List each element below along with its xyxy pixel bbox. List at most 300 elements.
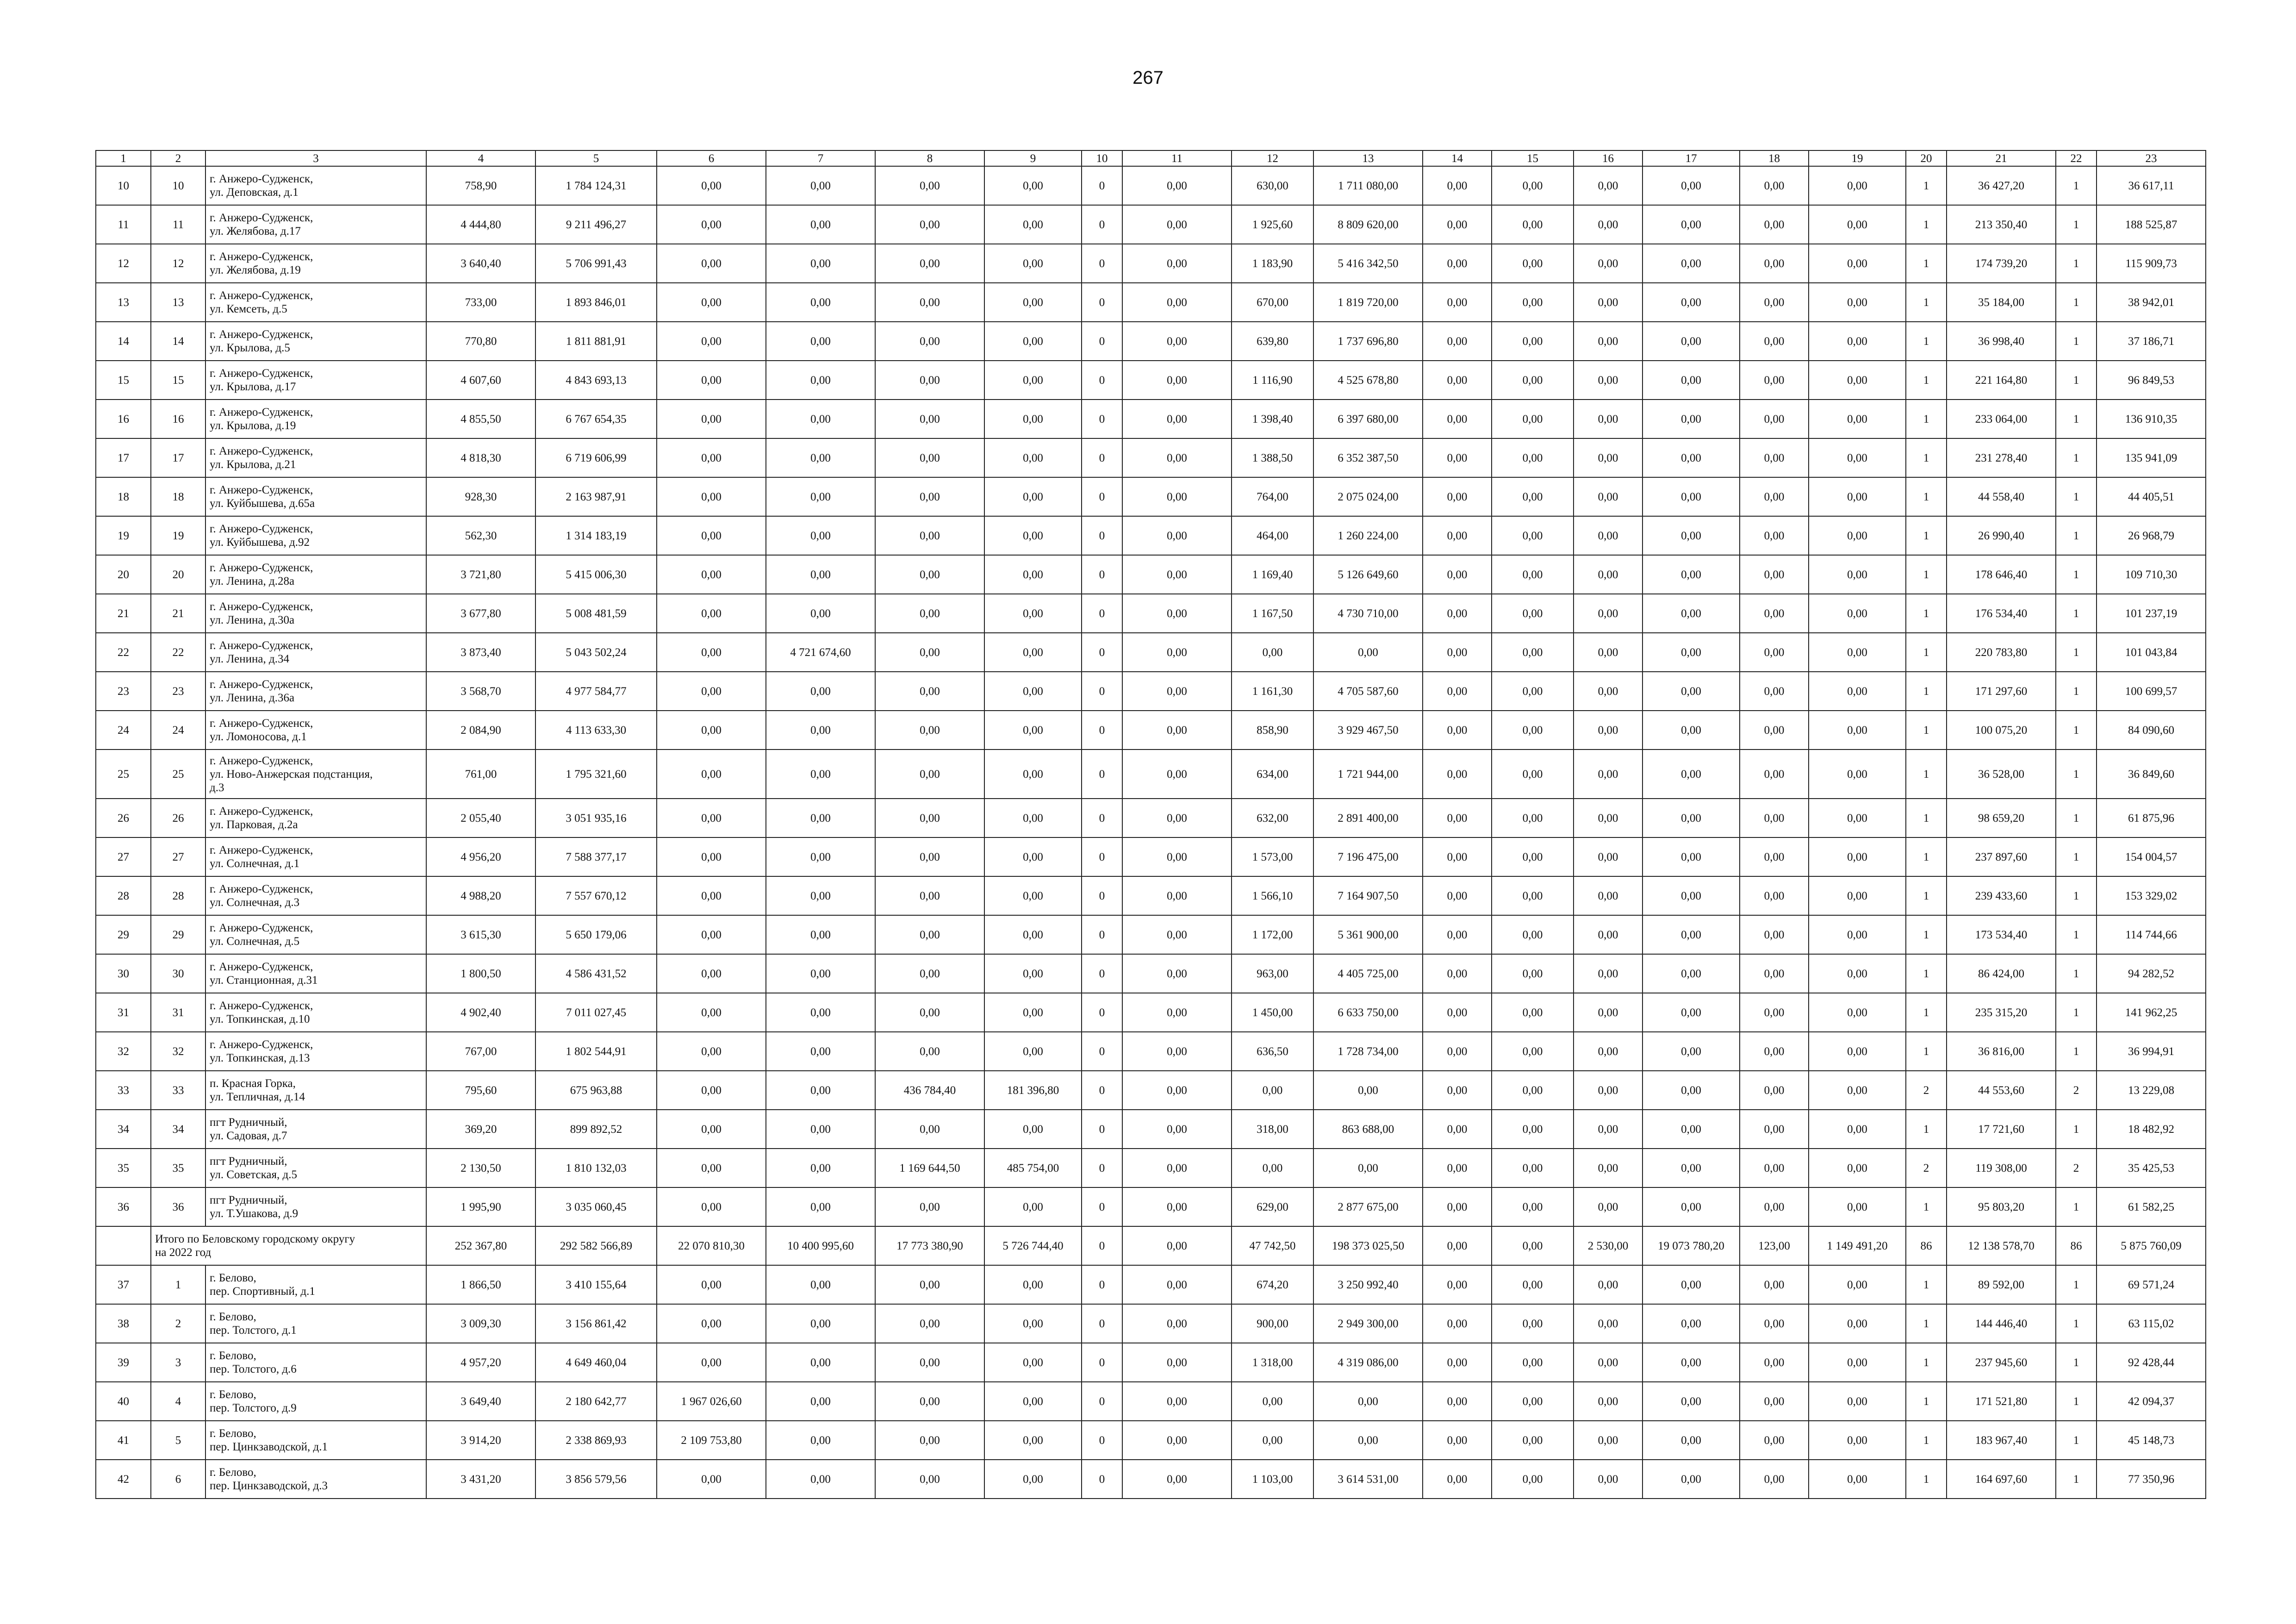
table-cell: 34 xyxy=(96,1110,151,1149)
address-cell: пгт Рудничный, ул. Садовая, д.7 xyxy=(205,1110,426,1149)
table-cell: 3 431,20 xyxy=(426,1460,535,1499)
table-cell: 0,00 xyxy=(657,1265,766,1304)
table-cell: 22 xyxy=(151,633,205,672)
table-cell: 0,00 xyxy=(1423,837,1492,876)
address-cell: г. Анжеро-Судженск, ул. Ленина, д.30а xyxy=(205,594,426,633)
table-cell: 0,00 xyxy=(657,1460,766,1499)
table-cell: 0,00 xyxy=(984,1032,1082,1071)
table-cell: 0,00 xyxy=(766,1421,875,1460)
table-cell: 0 xyxy=(1082,799,1122,837)
table-cell: 0 xyxy=(1082,1343,1122,1382)
table-cell: 1 802 544,91 xyxy=(535,1032,657,1071)
table-cell: 0,00 xyxy=(1492,1071,1574,1110)
table-cell: 0,00 xyxy=(1574,993,1643,1032)
table-cell: 0,00 xyxy=(657,1343,766,1382)
table-cell: 1 xyxy=(1906,322,1947,361)
table-cell: 0,00 xyxy=(875,283,984,322)
table-cell: 0,00 xyxy=(1643,322,1740,361)
table-cell: 0,00 xyxy=(1643,1149,1740,1187)
table-cell: 7 557 670,12 xyxy=(535,876,657,915)
table-row xyxy=(96,594,2206,633)
table-cell: 42 xyxy=(96,1460,151,1499)
table-cell: 0,00 xyxy=(1574,876,1643,915)
table-cell: 0 xyxy=(1082,1032,1122,1071)
address-cell: пгт Рудничный, ул. Советская, д.5 xyxy=(205,1149,426,1187)
table-cell: 0,00 xyxy=(1122,1343,1232,1382)
table-cell: 0,00 xyxy=(657,1304,766,1343)
table-cell: 0,00 xyxy=(1232,1071,1313,1110)
table-cell: 0,00 xyxy=(766,555,875,594)
table-cell: 0,00 xyxy=(1740,837,1809,876)
table-cell: 144 446,40 xyxy=(1947,1304,2056,1343)
table-cell: 22 xyxy=(96,633,151,672)
table-cell: 0,00 xyxy=(1122,244,1232,283)
table-cell: 5 650 179,06 xyxy=(535,915,657,954)
address-cell: п. Красная Горка, ул. Тепличная, д.14 xyxy=(205,1071,426,1110)
table-cell: 0,00 xyxy=(1492,1343,1574,1382)
table-cell: 0,00 xyxy=(984,166,1082,205)
table-cell: 0,00 xyxy=(1643,1187,1740,1226)
address-cell: г. Анжеро-Судженск, ул. Желябова, д.19 xyxy=(205,244,426,283)
table-cell: 632,00 xyxy=(1232,799,1313,837)
table-cell: 2 084,90 xyxy=(426,711,535,750)
table-cell: 0,00 xyxy=(1122,438,1232,477)
table-cell: 1 967 026,60 xyxy=(657,1382,766,1421)
table-cell: 1 xyxy=(1906,205,1947,244)
table-cell: 0,00 xyxy=(1809,672,1906,711)
table-cell: 0,00 xyxy=(1740,594,1809,633)
table-cell: 1 995,90 xyxy=(426,1187,535,1226)
column-header: 8 xyxy=(875,150,984,166)
table-cell: 733,00 xyxy=(426,283,535,322)
table-cell: 0,00 xyxy=(984,205,1082,244)
table-cell: 47 742,50 xyxy=(1232,1226,1313,1265)
table-cell: 4 988,20 xyxy=(426,876,535,915)
table-cell: 1 xyxy=(2056,400,2097,438)
table-cell: 0,00 xyxy=(766,361,875,400)
table-cell: 36 816,00 xyxy=(1947,1032,2056,1071)
table-cell: 436 784,40 xyxy=(875,1071,984,1110)
table-cell: 0,00 xyxy=(766,954,875,993)
table-cell: 1 xyxy=(2056,837,2097,876)
table-cell: 4 113 633,30 xyxy=(535,711,657,750)
table-cell: 2 xyxy=(151,1304,205,1343)
table-cell: 0,00 xyxy=(1232,1421,1313,1460)
table-cell: 0,00 xyxy=(1423,1110,1492,1149)
table-cell: 17 773 380,90 xyxy=(875,1226,984,1265)
column-header: 11 xyxy=(1122,150,1232,166)
table-cell: 863 688,00 xyxy=(1313,1110,1423,1149)
table-cell xyxy=(96,1226,151,1265)
table-cell: 1 721 944,00 xyxy=(1313,750,1423,799)
table-cell: 0,00 xyxy=(1122,1149,1232,1187)
table-cell: 136 910,35 xyxy=(2097,400,2206,438)
table-cell: 4 649 460,04 xyxy=(535,1343,657,1382)
table-cell: 1 xyxy=(2056,799,2097,837)
table-cell: 19 xyxy=(96,516,151,555)
table-cell: 6 767 654,35 xyxy=(535,400,657,438)
table-cell: 0,00 xyxy=(657,555,766,594)
table-cell: 0,00 xyxy=(1232,1149,1313,1187)
table-cell: 9 211 496,27 xyxy=(535,205,657,244)
table-cell: 0 xyxy=(1082,1110,1122,1149)
table-cell: 6 633 750,00 xyxy=(1313,993,1423,1032)
table-cell: 0,00 xyxy=(1492,361,1574,400)
table-cell: 0,00 xyxy=(1574,400,1643,438)
table-cell: 3 568,70 xyxy=(426,672,535,711)
table-cell: 0,00 xyxy=(1643,1071,1740,1110)
table-cell: 0,00 xyxy=(1122,876,1232,915)
table-cell: 38 xyxy=(96,1304,151,1343)
table-cell: 0 xyxy=(1082,1382,1122,1421)
table-cell: 0,00 xyxy=(1809,711,1906,750)
table-cell: 1 xyxy=(2056,876,2097,915)
table-cell: 1 167,50 xyxy=(1232,594,1313,633)
table-cell: 1 xyxy=(1906,750,1947,799)
table-cell: 0,00 xyxy=(766,1187,875,1226)
table-row xyxy=(96,477,2206,516)
table-cell: 0,00 xyxy=(657,594,766,633)
table-cell: 37 186,71 xyxy=(2097,322,2206,361)
table-cell: 0,00 xyxy=(1809,594,1906,633)
table-cell: 0,00 xyxy=(1574,1343,1643,1382)
table-cell: 0,00 xyxy=(1492,711,1574,750)
table-cell: 2 075 024,00 xyxy=(1313,477,1423,516)
table-row xyxy=(96,1421,2206,1460)
table-cell: 22 070 810,30 xyxy=(657,1226,766,1265)
table-cell: 0,00 xyxy=(766,438,875,477)
table-cell: 0,00 xyxy=(657,876,766,915)
table-cell: 0,00 xyxy=(984,594,1082,633)
address-cell: г. Анжеро-Судженск, ул. Ленина, д.28а xyxy=(205,555,426,594)
table-cell: 86 424,00 xyxy=(1947,954,2056,993)
table-cell: 237 945,60 xyxy=(1947,1343,2056,1382)
table-cell: 115 909,73 xyxy=(2097,244,2206,283)
table-cell: 1 711 080,00 xyxy=(1313,166,1423,205)
table-cell: 92 428,44 xyxy=(2097,1343,2206,1382)
table-cell: 0,00 xyxy=(1643,799,1740,837)
table-cell: 0,00 xyxy=(766,799,875,837)
table-cell: 1 xyxy=(1906,244,1947,283)
table-cell: 1 xyxy=(2056,633,2097,672)
table-cell: 0,00 xyxy=(1122,954,1232,993)
table-cell: 36 xyxy=(151,1187,205,1226)
table-row xyxy=(96,1304,2206,1343)
table-cell: 0,00 xyxy=(1423,1187,1492,1226)
table-cell: 0,00 xyxy=(657,711,766,750)
table-cell: 1 xyxy=(2056,555,2097,594)
table-cell: 0,00 xyxy=(1122,166,1232,205)
table-cell: 26 xyxy=(151,799,205,837)
table-cell: 0,00 xyxy=(1740,993,1809,1032)
table-cell: 0,00 xyxy=(657,1032,766,1071)
table-cell: 0,00 xyxy=(875,876,984,915)
table-cell: 0,00 xyxy=(766,876,875,915)
table-cell: 0,00 xyxy=(984,477,1082,516)
table-cell: 14 xyxy=(151,322,205,361)
table-cell: 29 xyxy=(96,915,151,954)
table-cell: 3 873,40 xyxy=(426,633,535,672)
table-cell: 0,00 xyxy=(1740,361,1809,400)
table-cell: 0,00 xyxy=(1574,1187,1643,1226)
table-cell: 0,00 xyxy=(1492,1226,1574,1265)
table-row xyxy=(96,205,2206,244)
table-cell: 100 699,57 xyxy=(2097,672,2206,711)
table-cell: 17 xyxy=(151,438,205,477)
table-cell: 0,00 xyxy=(1122,516,1232,555)
table-cell: 20 xyxy=(96,555,151,594)
table-cell: 0,00 xyxy=(1492,1032,1574,1071)
table-cell: 0,00 xyxy=(1740,400,1809,438)
table-cell: 119 308,00 xyxy=(1947,1149,2056,1187)
table-cell: 0,00 xyxy=(1643,400,1740,438)
table-cell: 0,00 xyxy=(1492,1421,1574,1460)
table-cell: 1 xyxy=(2056,1032,2097,1071)
table-cell: 0,00 xyxy=(1122,711,1232,750)
table-cell: 1 183,90 xyxy=(1232,244,1313,283)
table-cell: 0,00 xyxy=(1574,672,1643,711)
table-cell: 33 xyxy=(96,1071,151,1110)
table-cell: 0,00 xyxy=(657,1149,766,1187)
table-cell: 0,00 xyxy=(1809,400,1906,438)
table-cell: 5 043 502,24 xyxy=(535,633,657,672)
table-cell: 7 588 377,17 xyxy=(535,837,657,876)
table-cell: 0,00 xyxy=(1574,516,1643,555)
column-header: 20 xyxy=(1906,150,1947,166)
table-cell: 0,00 xyxy=(1492,322,1574,361)
table-cell: 0,00 xyxy=(1574,633,1643,672)
table-cell: 0,00 xyxy=(875,477,984,516)
table-cell: 0,00 xyxy=(1809,1187,1906,1226)
table-cell: 0,00 xyxy=(1122,1226,1232,1265)
table-cell: 1 xyxy=(2056,594,2097,633)
table-cell: 0,00 xyxy=(1423,1343,1492,1382)
table-cell: 0,00 xyxy=(766,283,875,322)
table-cell: 0,00 xyxy=(1574,361,1643,400)
table-cell: 39 xyxy=(96,1343,151,1382)
table-cell: 0,00 xyxy=(1492,1149,1574,1187)
table-cell: 41 xyxy=(96,1421,151,1460)
table-cell: 0,00 xyxy=(1809,954,1906,993)
table-cell: 0,00 xyxy=(657,516,766,555)
table-cell: 0,00 xyxy=(1423,1382,1492,1421)
table-cell: 5 126 649,60 xyxy=(1313,555,1423,594)
table-cell: 2 949 300,00 xyxy=(1313,1304,1423,1343)
table-cell: 35 xyxy=(151,1149,205,1187)
table-cell: 5 875 760,09 xyxy=(2097,1226,2206,1265)
table-cell: 18 xyxy=(96,477,151,516)
table-cell: 0,00 xyxy=(1423,954,1492,993)
table-cell: 3 640,40 xyxy=(426,244,535,283)
table-cell: 61 582,25 xyxy=(2097,1187,2206,1226)
table-cell: 45 148,73 xyxy=(2097,1421,2206,1460)
table-cell: 0,00 xyxy=(766,166,875,205)
table-cell: 5 726 744,40 xyxy=(984,1226,1082,1265)
table-cell: 0,00 xyxy=(1643,361,1740,400)
table-cell: 4 730 710,00 xyxy=(1313,594,1423,633)
table-cell: 0,00 xyxy=(1423,876,1492,915)
table-cell: 0,00 xyxy=(1492,915,1574,954)
table-cell: 0,00 xyxy=(1643,594,1740,633)
table-cell: 963,00 xyxy=(1232,954,1313,993)
table-cell: 0,00 xyxy=(766,1071,875,1110)
table-cell: 4 957,20 xyxy=(426,1343,535,1382)
table-cell: 154 004,57 xyxy=(2097,837,2206,876)
table-cell: 0,00 xyxy=(766,594,875,633)
table-cell: 1 398,40 xyxy=(1232,400,1313,438)
table-cell: 0,00 xyxy=(875,1110,984,1149)
table-cell: 15 xyxy=(151,361,205,400)
table-cell: 3 035 060,45 xyxy=(535,1187,657,1226)
table-cell: 0,00 xyxy=(1122,1071,1232,1110)
table-cell: 0 xyxy=(1082,361,1122,400)
table-cell: 1 819 720,00 xyxy=(1313,283,1423,322)
table-cell: 0,00 xyxy=(1809,361,1906,400)
table-cell: 15 xyxy=(96,361,151,400)
table-cell: 0,00 xyxy=(875,1460,984,1499)
table-cell: 4 xyxy=(151,1382,205,1421)
address-cell: г. Анжеро-Судженск, ул. Крылова, д.17 xyxy=(205,361,426,400)
table-cell: 0,00 xyxy=(1313,1149,1423,1187)
table-cell: 4 902,40 xyxy=(426,993,535,1032)
table-cell: 0,00 xyxy=(1574,837,1643,876)
table-cell: 44 405,51 xyxy=(2097,477,2206,516)
table-cell: 0 xyxy=(1082,1226,1122,1265)
table-cell: 1 xyxy=(2056,915,2097,954)
table-cell: 0,00 xyxy=(984,915,1082,954)
table-cell: 1 811 881,91 xyxy=(535,322,657,361)
address-cell: г. Белово, пер. Цинкзаводской, д.3 xyxy=(205,1460,426,1499)
table-cell: 0,00 xyxy=(766,244,875,283)
address-cell: г. Анжеро-Судженск, ул. Куйбышева, д.65а xyxy=(205,477,426,516)
address-cell: г. Белово, пер. Толстого, д.9 xyxy=(205,1382,426,1421)
table-cell: 1 450,00 xyxy=(1232,993,1313,1032)
table-cell: 674,20 xyxy=(1232,1265,1313,1304)
table-cell: 675 963,88 xyxy=(535,1071,657,1110)
table-cell: 761,00 xyxy=(426,750,535,799)
table-cell: 0,00 xyxy=(984,711,1082,750)
table-cell: 42 094,37 xyxy=(2097,1382,2206,1421)
table-cell: 0,00 xyxy=(1809,477,1906,516)
table-cell: 16 xyxy=(151,400,205,438)
table-cell: 1 xyxy=(1906,711,1947,750)
table-cell: 2 055,40 xyxy=(426,799,535,837)
table-cell: 0 xyxy=(1082,322,1122,361)
table-cell: 6 352 387,50 xyxy=(1313,438,1423,477)
table-cell: 0,00 xyxy=(984,1343,1082,1382)
table-cell: 0,00 xyxy=(1574,711,1643,750)
table-cell: 13 xyxy=(151,283,205,322)
table-cell: 1 169,40 xyxy=(1232,555,1313,594)
table-cell: 0,00 xyxy=(875,322,984,361)
table-cell: 0,00 xyxy=(1122,750,1232,799)
table-cell: 0,00 xyxy=(1809,205,1906,244)
table-cell: 0,00 xyxy=(1492,993,1574,1032)
table-cell: 23 xyxy=(151,672,205,711)
table-cell: 1 xyxy=(2056,322,2097,361)
table-cell: 0 xyxy=(1082,477,1122,516)
table-cell: 0,00 xyxy=(766,477,875,516)
table-cell: 32 xyxy=(151,1032,205,1071)
table-cell: 3 156 861,42 xyxy=(535,1304,657,1343)
table-cell: 0,00 xyxy=(1492,1460,1574,1499)
table-row xyxy=(96,915,2206,954)
table-cell: 19 xyxy=(151,516,205,555)
table-cell: 0,00 xyxy=(766,1304,875,1343)
table-cell: 0 xyxy=(1082,555,1122,594)
table-cell: 0,00 xyxy=(1492,799,1574,837)
table-cell: 0,00 xyxy=(1809,283,1906,322)
table-cell: 0,00 xyxy=(1643,915,1740,954)
table-row xyxy=(96,672,2206,711)
table-row xyxy=(96,1187,2206,1226)
table-cell: 0,00 xyxy=(984,954,1082,993)
table-cell: 0 xyxy=(1082,283,1122,322)
table-cell: 0,00 xyxy=(984,1110,1082,1149)
table-cell: 0,00 xyxy=(1740,750,1809,799)
table-cell: 1 800,50 xyxy=(426,954,535,993)
column-header: 16 xyxy=(1574,150,1643,166)
address-cell: г. Белово, пер. Цинкзаводской, д.1 xyxy=(205,1421,426,1460)
table-cell: 0 xyxy=(1082,750,1122,799)
table-cell: 0,00 xyxy=(657,837,766,876)
table-cell: 4 977 584,77 xyxy=(535,672,657,711)
table-cell: 0,00 xyxy=(657,633,766,672)
table-cell: 17 xyxy=(96,438,151,477)
table-cell: 0,00 xyxy=(657,915,766,954)
table-cell: 0,00 xyxy=(1643,633,1740,672)
table-cell: 0,00 xyxy=(1643,1265,1740,1304)
table-cell: 7 164 907,50 xyxy=(1313,876,1423,915)
table-cell: 0,00 xyxy=(1122,1421,1232,1460)
address-cell: г. Анжеро-Судженск, ул. Станционная, д.31 xyxy=(205,954,426,993)
table-row xyxy=(96,750,2206,799)
table-cell: 5 706 991,43 xyxy=(535,244,657,283)
table-cell: 239 433,60 xyxy=(1947,876,2056,915)
table-cell: 0,00 xyxy=(1423,633,1492,672)
table-cell: 0,00 xyxy=(766,993,875,1032)
table-row xyxy=(96,400,2206,438)
table-cell: 0,00 xyxy=(984,361,1082,400)
table-cell: 2 xyxy=(1906,1149,1947,1187)
table-cell: 0,00 xyxy=(1492,876,1574,915)
table-row xyxy=(96,283,2206,322)
table-cell: 213 350,40 xyxy=(1947,205,2056,244)
table-cell: 1 xyxy=(2056,283,2097,322)
table-cell: 1 xyxy=(2056,205,2097,244)
address-cell: г. Анжеро-Судженск, ул. Парковая, д.2а xyxy=(205,799,426,837)
table-cell: 0 xyxy=(1082,166,1122,205)
table-cell: 0,00 xyxy=(1643,205,1740,244)
table-cell: 178 646,40 xyxy=(1947,555,2056,594)
table-cell: 0,00 xyxy=(766,1343,875,1382)
table-cell: 0,00 xyxy=(1492,244,1574,283)
table-cell: 0,00 xyxy=(1423,244,1492,283)
table-cell: 0,00 xyxy=(657,477,766,516)
table-cell: 0,00 xyxy=(1122,672,1232,711)
table-cell: 171 297,60 xyxy=(1947,672,2056,711)
address-cell: г. Анжеро-Судженск, ул. Куйбышева, д.92 xyxy=(205,516,426,555)
table-cell: 0,00 xyxy=(766,516,875,555)
table-cell: 0 xyxy=(1082,837,1122,876)
table-cell: 0,00 xyxy=(984,837,1082,876)
table-cell: 0,00 xyxy=(766,322,875,361)
table-cell: 2 877 675,00 xyxy=(1313,1187,1423,1226)
address-cell: г. Белово, пер. Спортивный, д.1 xyxy=(205,1265,426,1304)
table-cell: 0,00 xyxy=(1643,1460,1740,1499)
table-cell: 0,00 xyxy=(1809,1304,1906,1343)
table-cell: 0,00 xyxy=(1740,1071,1809,1110)
